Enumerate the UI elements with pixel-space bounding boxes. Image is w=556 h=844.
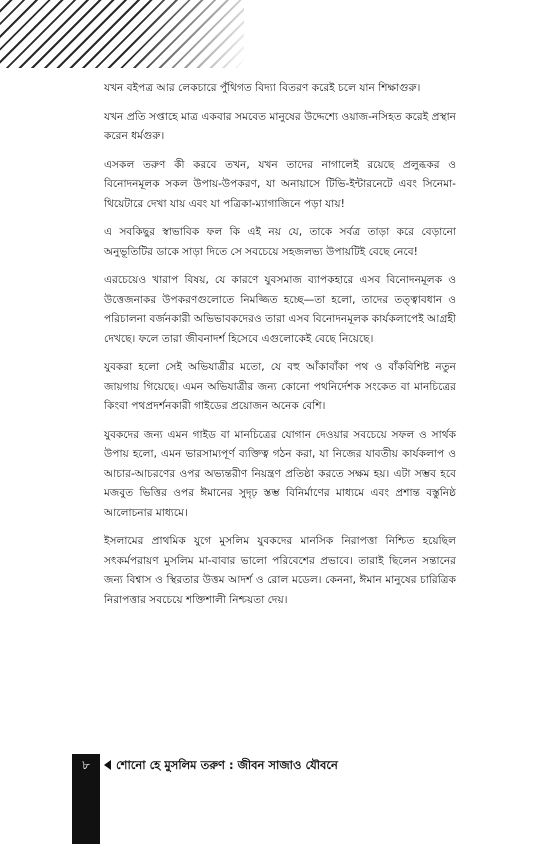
running-footer: [104, 756, 338, 774]
page-number: ৮: [82, 758, 90, 772]
paragraph: যখন প্রতি সপ্তাহে মাত্র একবার সমবেত মানুষের উদ্দেশ্যে ওয়াজ-নসিহত করেই প্রস্থান করেন ধর্মগুরু।: [104, 110, 456, 142]
decorative-stripes-fade: [0, 0, 244, 68]
paragraph: এসকল তরুণ কী করবে তখন, যখন তাদের নাগালেই রয়েছে প্রলুব্ধকর ও বিনোদনমূলক সকল উপায়-উপকরণ, যা অনায়াসে টিভি-ইন্টারনেটে এবং সিনেমা-থিয়েটারে দেখা যায় এবং যা পত্রিকা-ম্যাগাজিনে পড়া যায়!: [104, 158, 456, 210]
paragraph: যুবকদের জন্য এমন গাইড বা মানচিত্রের যোগান দেওয়ার সবচেয়ে সফল ও সার্থক উপায় হলো, এমন ভারসাম্যপূর্ণ ব্যক্তিত্ব গঠন করা, যা নিজের যাবতীয় কার্যকলাপ ও আচার-আচরণের ওপর অভ্যন্তরীণ নিয়ন্ত্রণ প্রতিষ্ঠা করতে সক্ষম হয়। এটা সম্ভব হবে মজবুত ভিত্তির ওপর ঈমানের সুদৃঢ় স্তম্ভ বিনির্মাণের মাধ্যমে এবং প্রশান্ত বস্তুনিষ্ঠ আলোচনার মাধ্যমে।: [104, 428, 456, 519]
paragraph: ইসলামের প্রাথমিক যুগে মুসলিম যুবকদের মানসিক নিরাপত্তা নিশ্চিত হয়েছিল সৎকর্মপরায়ণ মুসলিম মা-বাবার ভালো পরিবেশের প্রভাবে। তারাই ছিলেন সন্তানের জন্য বিশ্বাস ও স্থিরতার উত্তম আদর্শ ও রোল মডেল। কেননা, ঈমান মানুষের চারিত্রিক নিরাপত্তার সবচেয়ে শক্তিশালী নিশ্চয়তা দেয়।: [104, 535, 456, 606]
paragraph: যখন বইপত্র আর লেকচারে পুঁথিগত বিদ্যা বিতরণ করেই চলে যান শিক্ষাগুরু।: [104, 82, 421, 94]
paragraph: এ সবকিছুর স্বাভাবিক ফল কি এই নয় যে, তাকে সর্বত্র তাড়া করে বেড়ানো অনুভূতিটির ডাকে সাড়া দিতে সে সবচেয়ে সহজলভ্য উপায়টিই বেছে নেবে!: [104, 226, 456, 258]
book-title: শোনো হে মুসলিম তরুণ : জীবন সাজাও যৌবনে: [116, 758, 338, 772]
paragraph: যুবকরা হলো সেই অভিযাত্রীর মতো, যে বহু আঁকাবাঁকা পথ ও বাঁকবিশিষ্ট নতুন জায়গায় গিয়েছে। এমন অভিযাত্রীর জন্য কোনো পথনির্দেশক সংকেত বা মানচিত্রের কিংবা পথপ্রদর্শনকারী গাইডের প্রয়োজন অনেক বেশি।: [104, 361, 456, 412]
left-triangle-icon: [104, 760, 111, 770]
paragraph: এরচেয়েও খারাপ বিষয়, যে কারণে যুবসমাজ ব্যাপকহারে এসব বিনোদনমূলক ও উত্তেজনাকর উপকরণগুলোতে নিমজ্জিত হচ্ছে—তা হলো, তাদের তত্ত্বাবধান ও পরিচালনা বর্জনকারী অভিভাবকদেরও তারা এসব বিনোদনমূলক কার্যকলাপেই আগ্রহী দেখছে। ফলে তারা জীবনাদর্শ হিসেবে এগুলোকেই বেছে নিয়েছে।: [104, 274, 456, 345]
body-text: [104, 79, 456, 619]
